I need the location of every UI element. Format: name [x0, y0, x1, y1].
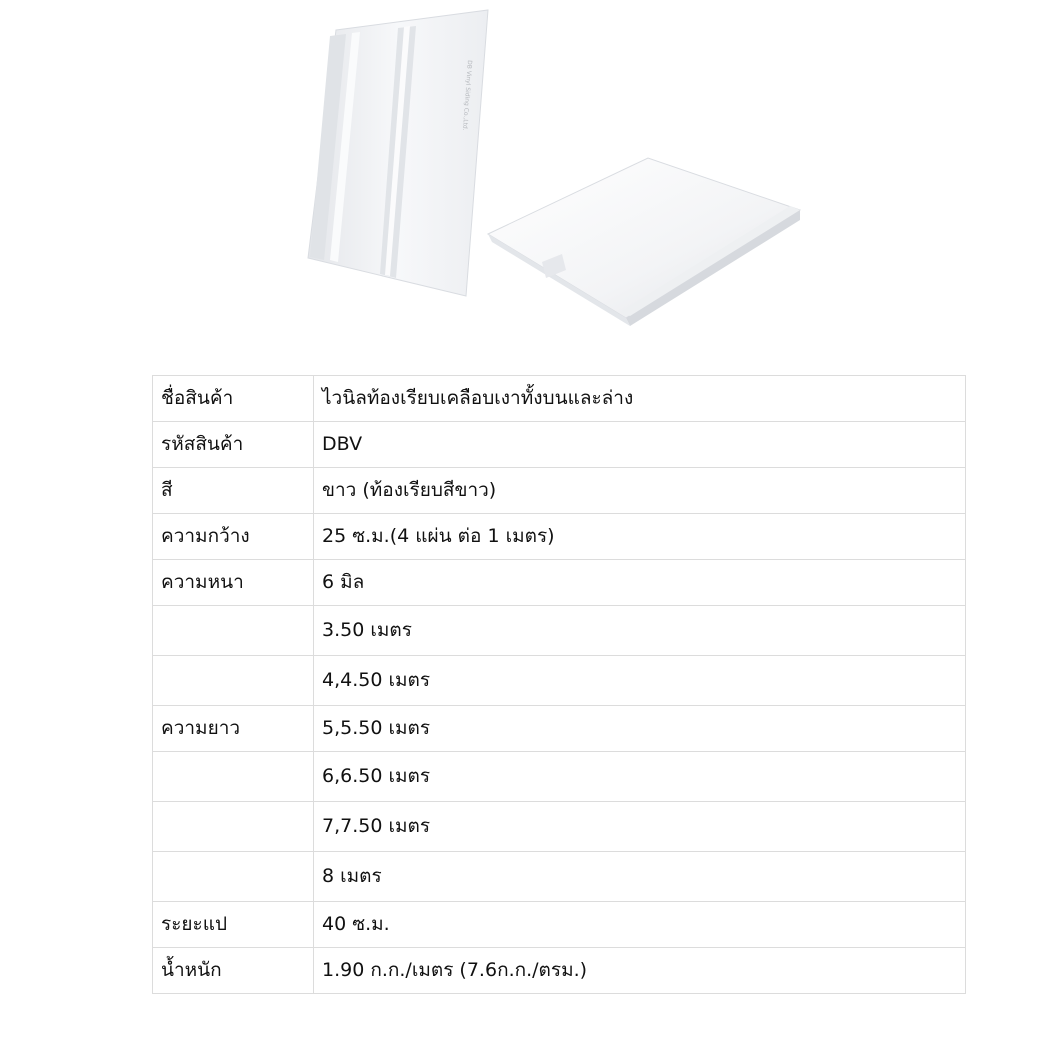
row-label: ระยะแป	[153, 902, 314, 948]
row-label	[153, 606, 314, 656]
table-row	[153, 514, 966, 560]
table-row	[153, 948, 966, 994]
product-image	[300, 0, 820, 340]
table-row	[153, 468, 966, 514]
row-label: ความกว้าง	[153, 514, 314, 560]
row-label	[153, 802, 314, 852]
row-label: ชื่อสินค้า	[153, 376, 314, 422]
row-label: รหัสสินค้า	[153, 422, 314, 468]
row-value: 1.90 ก.ก./เมตร (7.6ก.ก./ตรม.)	[314, 948, 966, 994]
table-row	[153, 606, 966, 656]
table-row	[153, 656, 966, 706]
row-value: 3.50 เมตร	[314, 606, 966, 656]
row-value: 8 เมตร	[314, 852, 966, 902]
row-value: 5,5.50 เมตร	[314, 706, 966, 752]
row-value: DBV	[314, 422, 966, 468]
vertical-panel-icon	[308, 10, 488, 296]
row-label: ความยาว	[153, 706, 314, 752]
table-row	[153, 752, 966, 802]
row-value: 4,4.50 เมตร	[314, 656, 966, 706]
table-row	[153, 902, 966, 948]
row-label	[153, 852, 314, 902]
row-value: 6,6.50 เมตร	[314, 752, 966, 802]
table-row	[153, 560, 966, 606]
table-row	[153, 376, 966, 422]
row-label: สี	[153, 468, 314, 514]
row-label: น้ำหนัก	[153, 948, 314, 994]
svg-text:DB Vinyl Siding Co.,Ltd.: DB Vinyl Siding Co.,Ltd.	[461, 59, 473, 131]
row-value: 25 ซ.ม.(4 แผ่น ต่อ 1 เมตร)	[314, 514, 966, 560]
row-label: ความหนา	[153, 560, 314, 606]
table-row	[153, 422, 966, 468]
horizontal-panel-icon	[488, 158, 800, 326]
row-label	[153, 752, 314, 802]
row-value: 6 มิล	[314, 560, 966, 606]
row-value: ไวนิลท้องเรียบเคลือบเงาทั้งบนและล่าง	[314, 376, 966, 422]
table-row	[153, 852, 966, 902]
row-label	[153, 656, 314, 706]
row-value: ขาว (ท้องเรียบสีขาว)	[314, 468, 966, 514]
row-value: 40 ซ.ม.	[314, 902, 966, 948]
row-value: 7,7.50 เมตร	[314, 802, 966, 852]
table-row	[153, 706, 966, 752]
table-row	[153, 802, 966, 852]
spec-table	[152, 375, 966, 994]
